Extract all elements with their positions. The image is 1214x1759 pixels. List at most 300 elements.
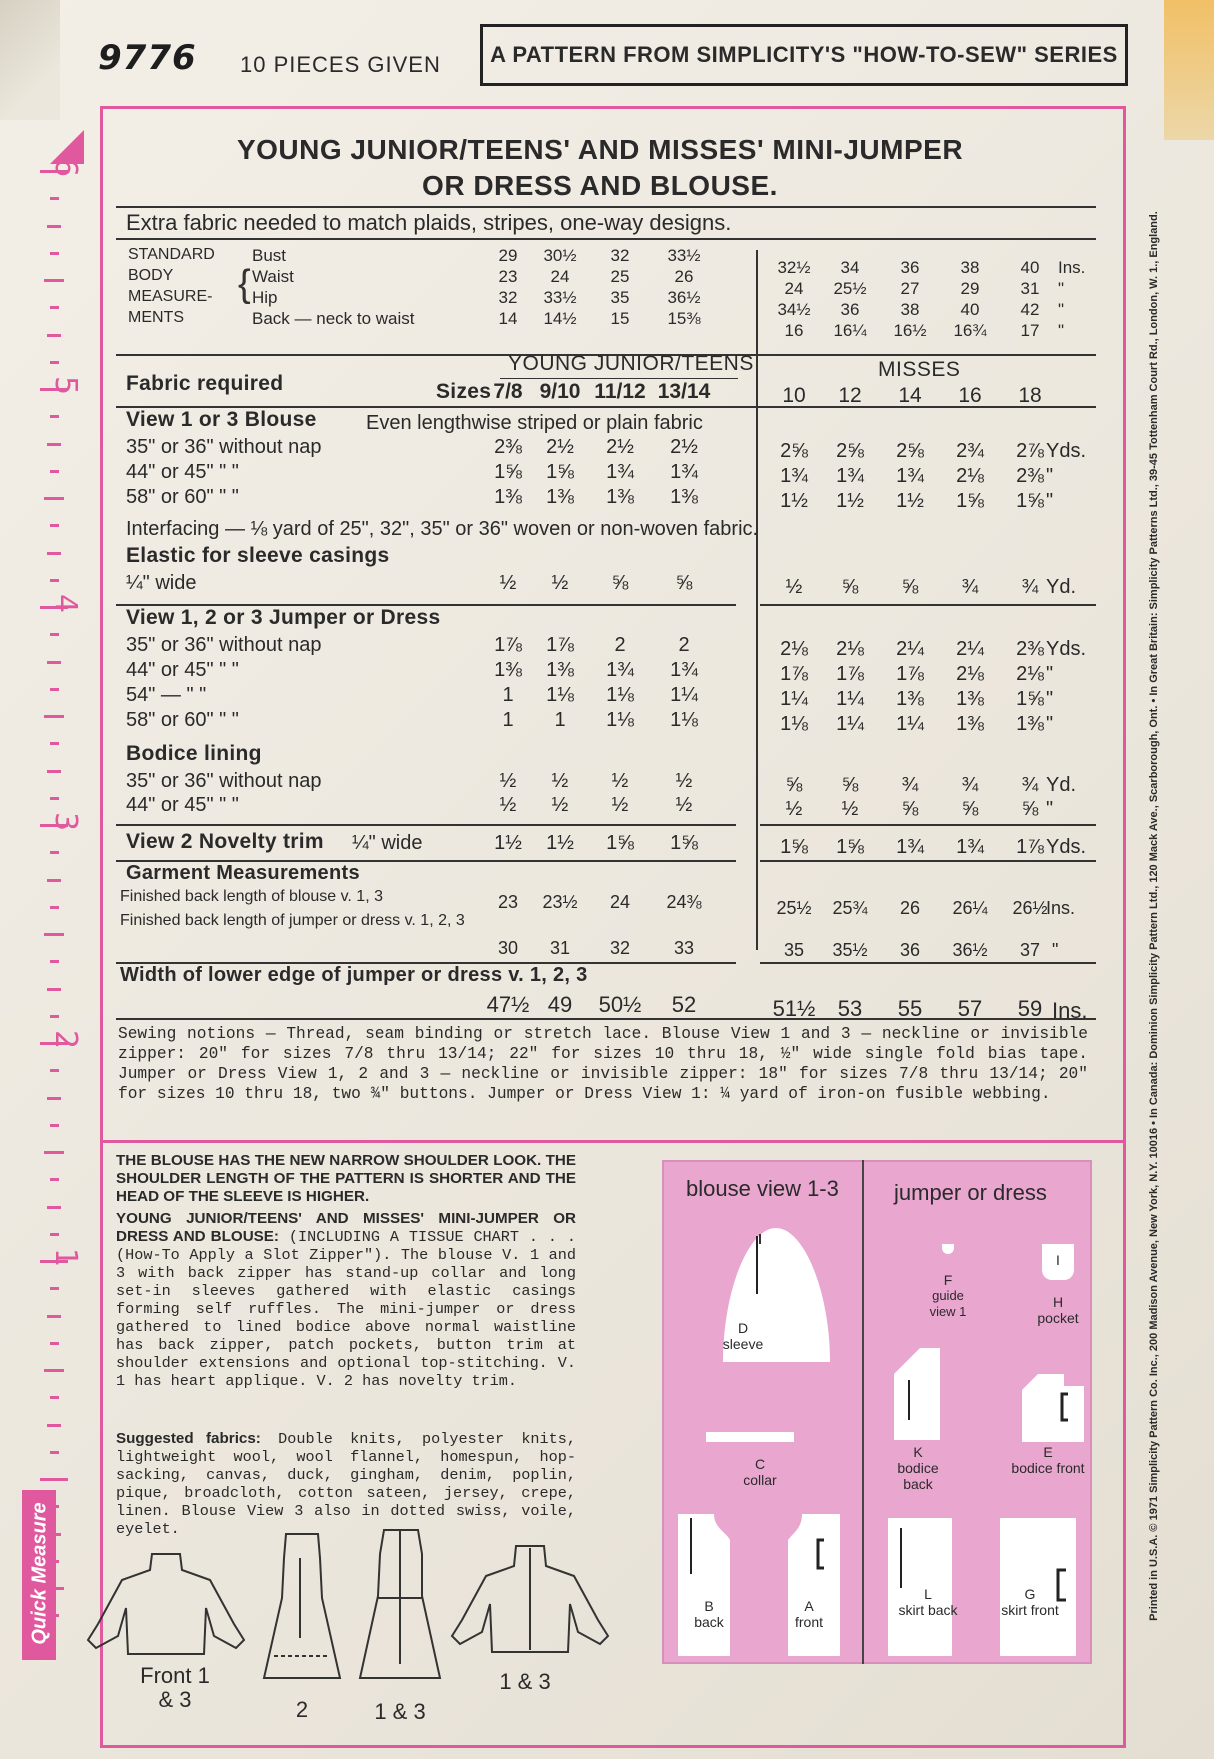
ruler-number: 6 [48,157,84,178]
size-18: 18 [1018,384,1042,407]
yardage-value: 2⅝ [896,440,924,462]
blouse-front-sketch [84,1544,254,1664]
dress-sketch-back [356,1524,446,1698]
unit-label: " [1046,465,1054,487]
shoulder-note: THE BLOUSE HAS THE NEW NARROW SHOULDER LOOK. THE SHOULDER LENGTH OF THE PATTERN IS SHORTER AND THE HEAD OF THE SLEEVE IS HIGHER. [116,1152,576,1205]
yardage-value: ⅝ [901,576,919,598]
measure-value: 25½ [776,898,812,918]
yardage-value: 2⅝ [836,440,864,462]
yardage-value: 1⅛ [546,684,574,706]
measurement-value: 24 [550,267,570,286]
row-label: 54" — " " [126,684,207,706]
rule [116,824,736,826]
yardage-value: 2⅜ [1016,465,1044,487]
yardage-value: 2½ [606,436,634,458]
ruler-tick [50,524,59,527]
quick-measure-ruler [28,130,88,1650]
measure-value: 25¾ [832,898,868,918]
ruler-tick [44,279,64,282]
piece-k-label: K bodice back [897,1444,939,1492]
ruler-tick [47,1206,61,1209]
unit-label: Ins. [1052,998,1088,1023]
description-lead: YOUNG JUNIOR/TEENS' AND MISSES' MINI-JUMPER OR DRESS AND BLOUSE: [116,1210,576,1245]
yardage-value: 1⅜ [670,486,698,508]
width-value: 52 [671,992,697,1017]
view13-note: Even lengthwise striped or plain fabric [366,412,703,434]
yardage-value: 1¼ [896,713,924,735]
yardage-value: 1⅛ [606,709,634,731]
yardage-value: 1⅜ [956,688,984,710]
yardage-value: ½ [551,770,569,792]
measurement-value: 26 [674,267,694,286]
pattern-number: 9776 [98,38,197,78]
yardage-value: 1⅝ [1016,490,1044,512]
yardage-value: 1⅝ [606,832,634,854]
measurement-value: 14 [498,309,518,328]
yardage-value: ⅝ [961,798,979,820]
ruler-number: 5 [48,375,84,396]
piece-l-label: L skirt back [898,1586,958,1618]
measurement-value: 16¼ [833,321,867,340]
size-16: 16 [958,384,982,407]
measurement-value: 33½ [543,288,577,307]
yardage-value: 1¼ [836,713,864,735]
measure-value: 26 [899,898,921,918]
rule [760,962,1096,964]
yardage-value: 2⅜ [1016,638,1044,660]
misses-label: MISSES [878,358,961,381]
measurement-value: 25½ [833,279,867,298]
yardage-value: 1⅝ [546,461,574,483]
yardage-value: 1⅝ [836,836,864,858]
quick-measure-label: Quick Measure [28,1502,51,1645]
measurement-name: Hip [252,288,278,307]
piece-i-label: I [1056,1252,1060,1268]
measurement-value: 29 [498,246,518,265]
measurement-value: 16½ [893,321,927,340]
yardage-value: ⅝ [1021,798,1039,820]
measurement-name: Waist [252,267,294,286]
jumper-sketch-view2 [260,1528,344,1698]
piece-b-label: B back [694,1598,724,1630]
measurement-value: 14½ [543,309,577,328]
yardage-value: 1½ [780,490,808,512]
yardage-value: ½ [841,798,859,820]
unit-label: " [1046,798,1054,820]
yardage-value: 2⅛ [780,638,808,660]
blouse-back-sketch [446,1540,616,1664]
measurement-name: Bust [252,246,287,265]
yardage-value: ½ [675,770,693,792]
unit-label: " [1058,300,1065,319]
series-banner: A PATTERN FROM SIMPLICITY'S "HOW-TO-SEW" SERIES [480,24,1128,86]
yardage-value: 2⅛ [956,465,984,487]
unit-label: " [1046,688,1054,710]
piece-e-shape [1018,1370,1088,1446]
yardage-value: 2¾ [956,440,984,462]
row-label: 44" or 45" " " [126,461,239,483]
width-value: 49 [547,992,573,1017]
ruler-tick [44,1369,64,1372]
ruler-tick [50,361,59,364]
fabrics-lead: Suggested fabrics: [116,1430,261,1447]
yardage-value: ½ [611,794,629,816]
measure-value: 36½ [952,940,988,960]
sewing-notions: Sewing notions — Thread, seam binding or stretch lace. Blouse View 1 and 3 — neckline or invisible zipper: 20" for sizes 7/8 thru 13/14; 22" for sizes 10 thru 18, ½" wide single fold bias tape. Jumper or Dress View 1, 2 and 3 — neckline or invisible zipper: 18" for sizes 7/8 thru 13/14; 20" for sizes 10 thru 18, two ¾" buttons. Jumper or Dress View 1: ¼ yard of iron-on fusible webbing. [118,1025,1088,1103]
yardage-value: 1⅝ [1016,688,1044,710]
ruler-tick [50,960,59,963]
view13-heading: View 1 or 3 Blouse [126,408,317,431]
measure-value: 31 [549,938,571,958]
yardage-value: 1⅜ [494,659,522,681]
measurement-value: 36½ [667,288,701,307]
unit-label: Yds. [1046,440,1087,462]
yardage-value: 1⅝ [956,490,984,512]
bodice-lining-heading: Bodice lining [126,742,262,765]
ruler-tick [44,1151,64,1154]
yardage-value: ½ [499,770,517,792]
yardage-value: 1¼ [836,688,864,710]
rule [500,378,738,379]
row-label: 58" or 60" " " [126,709,239,731]
label-line: STANDARD [128,246,215,263]
yardage-value: 1¾ [780,465,808,487]
figure-label-2: 2 [295,1697,309,1722]
pattern-title [200,132,1000,204]
ruler-tick [50,415,59,418]
figure-label-front: Front 1 & 3 [140,1663,210,1712]
grainline-arrow-icon [908,1380,910,1420]
jumper-length-label: Finished back length of jumper or dress v. 1, 2, 3 [120,912,465,929]
publisher-text: Printed in U.S.A. © 1971 Simplicity Pattern Co. Inc., 200 Madison Avenue, New York, N.Y. 10016 • In Canada: Dominion Simplicity Pattern Ltd., 120 Mack Ave., Scarborough, Ont. • In Great Britain: Simplicity Patterns Ltd., 39-45 Tottenham Court Rd., London, W. 1., England. [1148,211,1160,1621]
rule [760,604,1096,606]
ruler-tick [47,334,61,337]
unit-label: Yds. [1046,638,1087,660]
measurement-value: 34½ [777,300,811,319]
yardage-value: ⅝ [841,576,859,598]
yardage-value: 1⅝ [780,836,808,858]
yardage-value: 1⅝ [670,832,698,854]
row-label: 35" or 36" without nap [126,770,322,792]
size-14: 14 [898,384,922,407]
ruler-tick [50,1287,59,1290]
blouse-length-label: Finished back length of blouse v. 1, 3 [120,888,383,905]
yardage-value: 2⅛ [956,663,984,685]
ruler-tick [50,197,59,200]
yardage-value: 2⅝ [780,440,808,462]
yardage-value: 1⅞ [546,634,574,656]
brace: { [238,263,251,305]
yardage-value: ½ [785,798,803,820]
width-value: 59 [1017,996,1043,1021]
ruler-tick [44,715,64,718]
row-label: 58" or 60" " " [126,486,239,508]
yardage-value: 1⅜ [494,486,522,508]
yardage-value: 2 [678,634,690,656]
unit-label: Yd. [1046,774,1077,796]
quick-measure-badge [22,1490,56,1660]
interfacing-note: Interfacing — ⅛ yard of 25", 32", 35" or 36" woven or non-woven fabric. [126,518,759,540]
yardage-value: 1¼ [780,688,808,710]
unit-label: " [1058,279,1065,298]
ruler-tick [47,879,61,882]
ruler-number: 1 [48,1247,84,1268]
unit-label: " [1046,713,1054,735]
size-7/8: 7/8 [493,380,523,403]
yardage-value: 1⅛ [606,684,634,706]
yardage-value: ⅝ [675,572,693,594]
measurement-value: 16 [784,321,804,340]
ruler-number: 3 [48,811,84,832]
yardage-value: 1⅜ [956,713,984,735]
row-label: 35" or 36" without nap [126,436,322,458]
yardage-value: 1⅞ [494,634,522,656]
unit-label: Yd. [1046,576,1077,598]
measurement-value: 38 [960,258,980,277]
yardage-value: 2½ [670,436,698,458]
yardage-value: 1½ [836,490,864,512]
unit-label: Ins. [1046,898,1076,918]
title-line-2: OR DRESS AND BLOUSE. [422,170,778,201]
measure-value: 35 [783,940,805,960]
blouse-pieces-heading: blouse view 1-3 [686,1176,839,1201]
yardage-value: 2⅛ [1016,663,1044,685]
yardage-value: 1⅛ [780,713,808,735]
figure-label-3: 1 & 3 [374,1699,426,1724]
body-measure-label [128,244,215,328]
measurement-value: 27 [900,279,920,298]
width-label: Width of lower edge of jumper or dress v. 1, 2, 3 [120,964,588,986]
measure-value: 33 [673,938,695,958]
ruler-tick [47,1424,61,1427]
yardage-value: ½ [675,794,693,816]
fabric-required-label: Fabric required [126,372,284,395]
paper-corner [0,0,60,120]
measure-value: 26½ [1012,898,1048,918]
measurement-value: 15⅜ [667,309,701,328]
row-label: 44" or 45" " " [126,659,239,681]
piece-f-label: F guide view 1 [929,1272,967,1319]
piece-e-label: E bodice front [1011,1444,1085,1476]
measurement-name: Back — neck to waist [252,309,415,328]
pattern-description [116,1152,576,1390]
measurement-value: 40 [1020,258,1040,277]
ruler-tick [47,552,61,555]
ruler-tick [50,1451,59,1454]
rule [760,860,1096,862]
measure-value: 32 [609,938,631,958]
yardage-value: ⅝ [611,572,629,594]
ruler-tick [47,770,61,773]
panel-divider [862,1160,864,1664]
yardage-value: 1 [502,684,514,706]
measurement-value: 15 [610,309,630,328]
ruler-tick [50,1396,59,1399]
yardage-value: ¾ [961,576,979,598]
measure-value: 24 [609,892,631,912]
size-9/10: 9/10 [539,380,581,403]
rule [760,824,1096,826]
measurement-value: 23 [498,267,518,286]
yardage-value: 1¾ [836,465,864,487]
ruler-tick [50,1069,59,1072]
measurement-value: 34 [840,258,860,277]
measurement-value: 30½ [543,246,577,265]
yardage-value: ¾ [1021,576,1039,598]
yardage-value: 2 [614,634,626,656]
measurement-value: 24 [784,279,804,298]
grainline-arrow-icon [690,1518,692,1574]
measure-value: 36 [899,940,921,960]
measurement-value: 36 [840,300,860,319]
ruler-tick [50,1178,59,1181]
rule [116,238,1096,240]
width-value: 55 [897,996,923,1021]
unit-label: " [1046,663,1054,685]
size-13/14: 13/14 [657,380,711,403]
ruler-number: 2 [48,1029,84,1050]
measurement-value: 40 [960,300,980,319]
yardage-value: ½ [551,794,569,816]
piece-b-back-shape [674,1510,734,1660]
yardage-value: 1⅜ [606,486,634,508]
measure-value: 37 [1019,940,1041,960]
paper-corner-yellow [1164,0,1214,140]
yardage-value: 1⅛ [670,709,698,731]
yardage-value: 1⅜ [546,659,574,681]
yardage-value: 1 [502,709,514,731]
unit-label: Ins. [1058,258,1086,277]
measurement-value: 29 [960,279,980,298]
piece-h-label: H pocket [1037,1294,1079,1326]
ruler-tick [50,688,59,691]
yardage-value: 1⅜ [1016,713,1044,735]
yardage-value: 1⅝ [494,461,522,483]
unit-label: " [1046,490,1054,512]
size-11/12: 11/12 [594,380,646,403]
jumper-pieces-heading: jumper or dress [894,1180,1047,1205]
yardage-value: ¾ [961,774,979,796]
measurement-value: 36 [900,258,920,277]
measurement-value: 35 [610,288,630,307]
measure-value: 23 [497,892,519,912]
ruler-tick [50,906,59,909]
yardage-value: 2½ [546,436,574,458]
width-value: 57 [957,996,983,1021]
yardage-value: 1¾ [896,836,924,858]
row-label: 44" or 45" " " [126,794,239,816]
view123-heading: View 1, 2 or 3 Jumper or Dress [126,606,441,629]
yardage-value: 1¾ [670,659,698,681]
yardage-value: 1⅞ [1016,836,1044,858]
yardage-value: 1½ [494,832,522,854]
elastic-heading: Elastic for sleeve casings [126,544,390,567]
yardage-value: 1¾ [606,659,634,681]
pieces-count: 10 PIECES GIVEN [240,52,441,77]
yardage-value: 2¼ [896,638,924,660]
row-label: 35" or 36" without nap [126,634,322,656]
young-junior-label: YOUNG JUNIOR/TEENS [508,352,754,375]
measurement-value: 31 [1020,279,1040,298]
ruler-tick [50,633,59,636]
view2-trim-heading: View 2 Novelty trim [126,830,324,853]
ruler-tick [40,1478,68,1481]
ruler-tick [50,252,59,255]
label-line: MEASURE- [128,288,213,305]
ruler-tick [47,1315,61,1318]
yardage-value: ½ [785,576,803,598]
yardage-value: 2¼ [956,638,984,660]
publisher-side-text [1134,120,1174,1740]
yardage-value: 2⅛ [836,638,864,660]
ruler-tick [44,497,64,500]
unit-label: Yds. [1046,836,1087,858]
yardage-value: 1⅜ [546,486,574,508]
width-value: 53 [837,996,863,1021]
view2-trim-note: ¼" wide [352,832,423,854]
measure-value: 35½ [832,940,868,960]
measurement-value: 38 [900,300,920,319]
sizes-label: Sizes [436,380,492,403]
yardage-value: ½ [499,794,517,816]
yardage-value: 1¼ [670,684,698,706]
title-line-1: YOUNG JUNIOR/TEENS' AND MISSES' MINI-JUMPER [236,134,964,165]
yardage-value: 2⅞ [1016,440,1044,462]
yardage-value: 1½ [896,490,924,512]
yardage-value: 1⅞ [836,663,864,685]
ruler-tick [47,988,61,991]
ruler-tick [47,443,61,446]
piece-k-shape [890,1344,950,1444]
yardage-value: ¾ [1021,774,1039,796]
section-divider [100,1140,1126,1143]
piece-c-label: C collar [743,1456,777,1488]
size-10: 10 [782,384,806,407]
yardage-value: 1⅞ [896,663,924,685]
suggested-fabrics [116,1430,576,1538]
row-label: ¼" wide [126,572,197,594]
yardage-value: ½ [499,572,517,594]
measurement-value: 32 [498,288,518,307]
ruler-tick [50,742,59,745]
ruler-tick [44,933,64,936]
garment-heading: Garment Measurements [126,862,360,884]
yardage-value: ⅝ [841,774,859,796]
yardage-value: 1⅞ [780,663,808,685]
yardage-value: 2⅜ [494,436,522,458]
measurement-value: 33½ [667,246,701,265]
ruler-tick [50,851,59,854]
width-value: 51½ [772,996,816,1021]
grainline-arrow-icon [900,1528,902,1588]
yardage-value: 1¾ [606,461,634,483]
measurement-value: 16¾ [953,321,987,340]
yardage-value: 1⅜ [896,688,924,710]
ruler-tick [50,1342,59,1345]
measure-value: 23½ [542,892,578,912]
piece-a-label: A front [794,1598,823,1630]
yardage-value: 1¾ [896,465,924,487]
ruler-tick [50,1124,59,1127]
measure-value: 24⅜ [666,892,702,912]
piece-g-label: G skirt front [1001,1586,1059,1618]
yardage-value: ⅝ [785,774,803,796]
measurement-value: 42 [1020,300,1040,319]
unit-label: " [1058,321,1065,340]
size-12: 12 [838,384,862,407]
measure-value: 30 [497,938,519,958]
piece-d-label: D sleeve [722,1320,764,1352]
